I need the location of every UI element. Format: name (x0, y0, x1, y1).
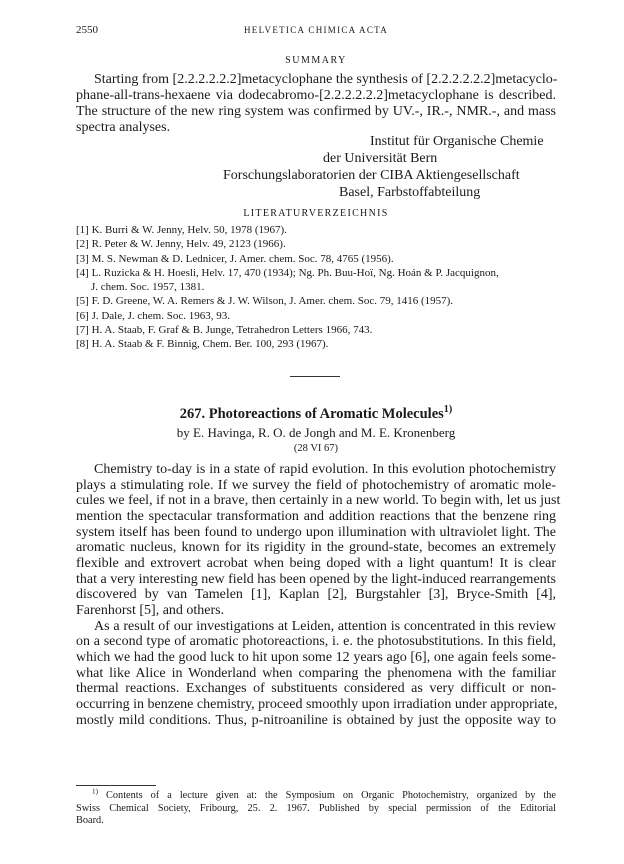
body-line: on a second type of aromatic photoreactions, i. e. the photosubstitutions. In this field, (76, 634, 556, 650)
body-line: discovered by van Tamelen [1], Kaplan [2], Burgstahler [3], Bryce-Smith [4], (76, 587, 556, 603)
institution-line: Basel, Farbstoffabteilung (339, 185, 481, 200)
footnote-line (76, 787, 556, 803)
running-header (76, 24, 556, 40)
body-line: As a result of our investigations at Leiden, attention is concentrated in this review (94, 618, 556, 634)
summary-paragraph (76, 72, 556, 136)
body-line: Farenhorst [5], and others. (76, 602, 225, 618)
footnote-line: Board. (76, 815, 104, 826)
article-title-text: 267. Photoreactions of Aromatic Molecules (179, 406, 444, 422)
article-body (76, 462, 561, 728)
reference-item: [6] J. Dale, J. chem. Soc. 1963, 93. (76, 309, 230, 322)
summary-line: phane-all-trans-hexaene via dodecabromo-[2.2.2.2.2.2]metacyclophane is described. (76, 88, 556, 103)
reference-item: [3] M. S. Newman & D. Lednicer, J. Amer. chem. Soc. 78, 4765 (1956). (76, 252, 394, 265)
received-date: (28 VI 67) (293, 443, 339, 454)
summary-heading: SUMMARY (285, 55, 347, 66)
footnote (76, 787, 556, 828)
reference-item: [1] K. Burri & W. Jenny, Helv. 50, 1978 (1967). (76, 224, 287, 236)
body-line: system itself has been found to undergo upon illumination with ultraviolet light. The (76, 524, 556, 540)
body-line: occurring in benzene chemistry, proceed smoothly upon irradiation under appropriate, (76, 696, 558, 712)
footnote-mark: 1) (92, 787, 99, 796)
body-line: plays a stimulating role. If we survey the field of photochemistry of aromatic mole- (76, 477, 556, 493)
reference-item: [5] F. D. Greene, W. A. Remers & J. W. Wilson, J. Amer. chem. Soc. 79, 1416 (1957). (76, 295, 454, 308)
article-title (76, 406, 556, 423)
body-line: cules we feel, if not in a brave, then certainly in a new world. To begin with, let us just (76, 493, 561, 509)
body-line: flexible and extrovert acrobat when being doped with a light quantum! It is clear (76, 555, 556, 571)
footnote-rule (76, 785, 156, 786)
body-line: Chemistry to-day is in a state of rapid evolution. In this evolution photochemistry (94, 462, 556, 477)
institution-line: der Universität Bern (323, 151, 438, 166)
body-line: that a very interesting new field has been opened by the light-induced rearrangements (76, 571, 556, 587)
body-line: what like Alice in Wonderland when comparing the phenomena with the familiar (76, 665, 556, 681)
body-line: mostly mild conditions. Thus, p-nitroaniline is obtained by just the opposite way to (76, 712, 556, 728)
summary-line: Starting from [2.2.2.2.2.2]metacyclophane the synthesis of [2.2.2.2.2.2]metacyclo- (94, 72, 558, 87)
institution-line: Forschungslaboratorien der CIBA Aktiengesellschaft (223, 168, 520, 183)
summary-line: The structure of the new ring system was confirmed by UV.-, IR.-, NMR.-, and mass (76, 104, 556, 119)
reference-list (76, 223, 566, 352)
reference-item-continuation: J. chem. Soc. 1957, 1381. (91, 281, 205, 294)
section-divider (290, 376, 340, 377)
title-footnote-mark: 1) (443, 404, 453, 416)
author-byline: by E. Havinga, R. O. de Jongh and M. E. Kronenberg (176, 425, 456, 440)
journal-name: HELVETICA CHIMICA ACTA (243, 25, 389, 35)
body-line: aromatic nucleus, known for its rigidity in the ground-state, becomes an extremely (76, 540, 556, 556)
body-line: thermal reactions. Exchanges of substituents considered as very difficult or non- (76, 681, 556, 697)
reference-item: [2] R. Peter & W. Jenny, Helv. 49, 2123 (1966). (76, 238, 286, 251)
footnote-line: Swiss Chemical Society, Fribourg, 25. 2. 1967. Published by special permission of the Editorial (76, 802, 556, 814)
summary-line: spectra analyses. (76, 120, 171, 135)
reference-item: [8] H. A. Staab & F. Binnig, Chem. Ber. 100, 293 (1967). (76, 338, 329, 351)
reference-item: [4] L. Ruzicka & H. Hoesli, Helv. 17, 470 (1934); Ng. Ph. Buu-Hoï, Ng. Hoán & P. Jacquignon, (76, 266, 499, 279)
page-number: 2550 (76, 24, 98, 36)
body-line: mention the spectacular transformation and addition reactions that the benzene ring (76, 508, 556, 524)
references-heading: LITERATURVERZEICHNIS (243, 208, 389, 219)
institution-line: Institut für Organische Chemie (370, 134, 544, 149)
body-line: which we had the good luck to hit upon some 12 years ago [6], one again feels some- (76, 649, 556, 665)
reference-item: [7] H. A. Staab, F. Graf & B. Junge, Tetrahedron Letters 1966, 743. (76, 324, 373, 337)
footnote-text: Contents of a lecture given at: the Symposium on Organic Photochemistry, organized by the (106, 790, 556, 801)
